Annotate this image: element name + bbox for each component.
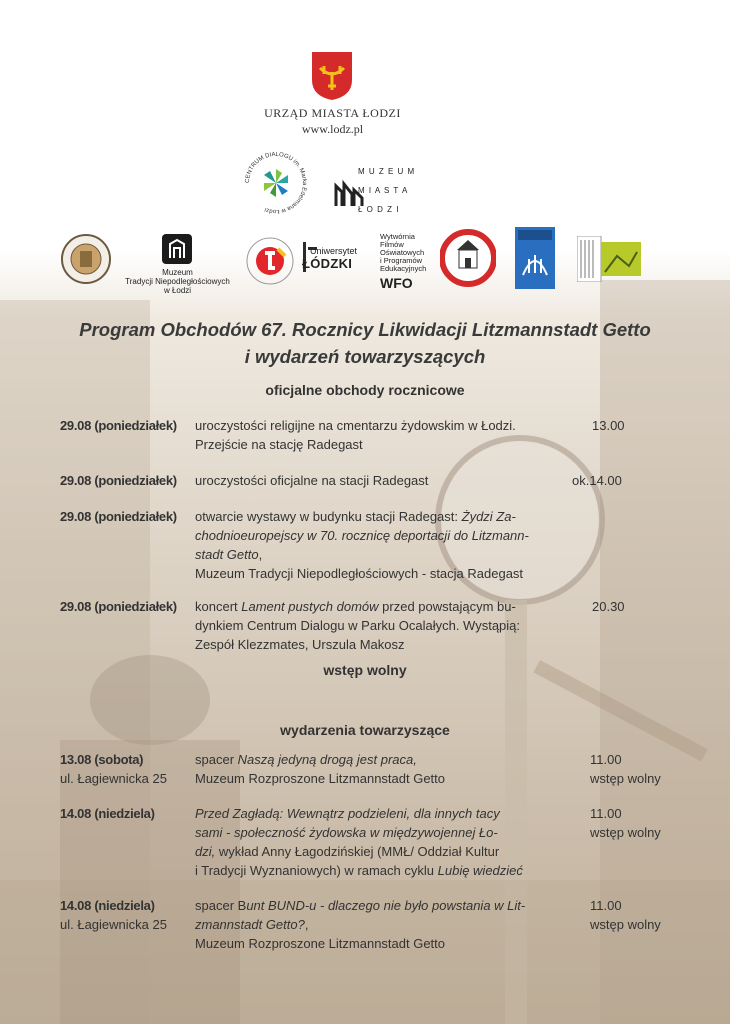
event-description-line-2: Przejście na stację Radegast xyxy=(195,437,363,452)
city-museum-line-3: Ł O D Z I xyxy=(358,205,400,214)
event-time: 20.30 xyxy=(592,599,625,614)
wfo-line-5: Edukacyjnych xyxy=(380,264,427,273)
exhibition-title-part-1: Żydzi Za- xyxy=(461,509,516,524)
lodz-crest-logo xyxy=(310,50,354,102)
concert-prefix: koncert xyxy=(195,599,242,614)
city-museum-line-2: M I A S T A xyxy=(358,186,409,195)
event-date: 14.08 (niedziela) xyxy=(60,806,155,821)
official-event-2 xyxy=(60,471,680,491)
city-museum-logo-text xyxy=(358,162,438,219)
museum-tradition-line-1: Muzeum xyxy=(162,268,193,277)
official-section-heading: oficjalne obchody rocznicowe xyxy=(265,382,465,398)
exhibition-title-part-2: chodnioeuropejscy w 70. rocznicę deportacji do Litzmann- xyxy=(195,528,529,543)
accompanying-event-1 xyxy=(60,750,680,790)
foundation-logo xyxy=(515,227,555,289)
event-date: 29.08 (poniedziałek) xyxy=(60,509,177,524)
event-description-line-1: uroczystości religijne na cmentarzu żydowskim w Łodzi. xyxy=(195,418,516,433)
event-time: 11.00 xyxy=(590,898,622,913)
university-line-1: Uniwersytet xyxy=(310,246,358,256)
city-website: www.lodz.pl xyxy=(301,122,364,136)
wfo-line-1: Wytwórnia xyxy=(380,232,415,241)
accompanying-event-3 xyxy=(60,896,680,956)
wfo-line-4: i Programów xyxy=(380,256,423,265)
wfo-mark: WFO xyxy=(380,275,413,291)
event-date: 29.08 (poniedziałek) xyxy=(60,418,177,433)
concert-line-2: dynkiem Centrum Dialogu w Parku Ocalałych. Wystąpią: xyxy=(195,618,521,633)
official-event-3 xyxy=(60,507,680,583)
event-date: 29.08 (poniedziałek) xyxy=(60,599,177,614)
state-archive-logo xyxy=(440,228,496,288)
wfo-line-3: Oświatowych xyxy=(380,248,425,257)
city-office-name: URZĄD MIASTA ŁODZI xyxy=(264,106,401,120)
event-description: uroczystości oficjalne na stacji Radegast xyxy=(195,473,429,488)
lecture-title-line-3: dzi, xyxy=(195,844,216,859)
walk-title: Naszą jedyną drogą jest praca, xyxy=(237,752,417,767)
accompanying-event-2 xyxy=(60,804,680,884)
exhibition-title-part-3: stadt Getto xyxy=(195,547,259,562)
historical-society-seal-logo xyxy=(60,233,112,285)
event-description-text: otwarcie wystawy w budynku stacji Radegast: xyxy=(195,509,462,524)
event-time: ok.14.00 xyxy=(572,473,622,488)
concert-performers: Zespół Klezzmates, Urszula Makosz xyxy=(195,637,405,652)
dialogue-center-ring-text: CENTRUM DIALOGU im. Marka Edelmana w Łodzi xyxy=(244,151,308,215)
concert-suffix: przed powstającym bu- xyxy=(378,599,516,614)
scattered-museum-logo xyxy=(577,236,641,282)
lecture-title-line-2: sami - społeczność żydowska w międzywojennej Ło- xyxy=(195,825,498,840)
event-place: ul. Łagiewnicka 25 xyxy=(60,917,167,932)
official-event-1 xyxy=(60,416,680,456)
program-title xyxy=(0,316,730,370)
museum-tradition-logo-text xyxy=(120,268,235,295)
museum-tradition-line-3: w Łodzi xyxy=(163,286,192,295)
wfo-logo-text xyxy=(380,233,440,291)
lodz-tricity-logo xyxy=(245,236,295,286)
walk-title-comma: , xyxy=(304,917,309,932)
walk-prefix: spacer B xyxy=(195,898,247,913)
walk-title-part-2: zmannstadt Getto? xyxy=(195,917,305,932)
concert-title: Lament pustych domów xyxy=(241,599,379,614)
program-title-line-2: i wydarzeń towarzyszących xyxy=(244,346,486,367)
event-place: ul. Łagiewnicka 25 xyxy=(60,771,167,786)
lecture-speaker: wykład Anny Łagodzińskiej (MMŁ/ Oddział Kultur xyxy=(215,844,500,859)
event-date: 14.08 (niedziela) xyxy=(60,898,155,913)
event-time: 11.00 xyxy=(590,752,622,767)
dialogue-center-logo xyxy=(243,150,309,216)
museum-tradition-line-2: Tradycji Niepodległościowych xyxy=(125,277,230,286)
university-logo-text xyxy=(302,246,362,271)
event-time: 11.00 xyxy=(590,806,622,821)
lecture-cycle-name: Lubię wiedzieć xyxy=(437,863,523,878)
walk-title-part-1: unt BUND-u - dlaczego nie było powstania w Lit- xyxy=(246,898,526,913)
event-entry-note: wstęp wolny xyxy=(590,917,661,932)
event-entry-note: wstęp wolny xyxy=(590,825,661,840)
lecture-cycle-prefix: i Tradycji Wyznaniowych) w ramach cyklu xyxy=(195,863,438,878)
official-event-4 xyxy=(60,597,680,657)
event-date: 29.08 (poniedziałek) xyxy=(60,473,177,488)
event-time: 13.00 xyxy=(592,418,625,433)
exhibition-title-comma: , xyxy=(258,547,263,562)
event-entry-note: wstęp wolny xyxy=(590,771,661,786)
walk-organizer: Muzeum Rozproszone Litzmannstadt Getto xyxy=(195,936,446,951)
wfo-line-2: Filmów xyxy=(380,240,404,249)
city-museum-line-1: M U Z E U M xyxy=(358,167,416,176)
museum-tradition-logo-mark xyxy=(160,232,194,266)
walk-organizer: Muzeum Rozproszone Litzmannstadt Getto xyxy=(195,771,446,786)
event-date: 13.08 (sobota) xyxy=(60,752,144,767)
official-free-entry: wstęp wolny xyxy=(323,662,407,678)
exhibition-venue: Muzeum Tradycji Niepodległościowych - stacja Radegast xyxy=(195,566,524,581)
walk-prefix: spacer xyxy=(195,752,238,767)
lecture-title-line-1: Przed Zagładą: Wewnątrz podzieleni, dla innych tacy xyxy=(195,806,500,821)
program-title-line-1: Program Obchodów 67. Rocznicy Likwidacji Litzmannstadt Getto xyxy=(79,319,651,340)
accompanying-section-heading: wydarzenia towarzyszące xyxy=(280,722,450,738)
university-line-2: ŁÓDZKI xyxy=(302,256,353,271)
